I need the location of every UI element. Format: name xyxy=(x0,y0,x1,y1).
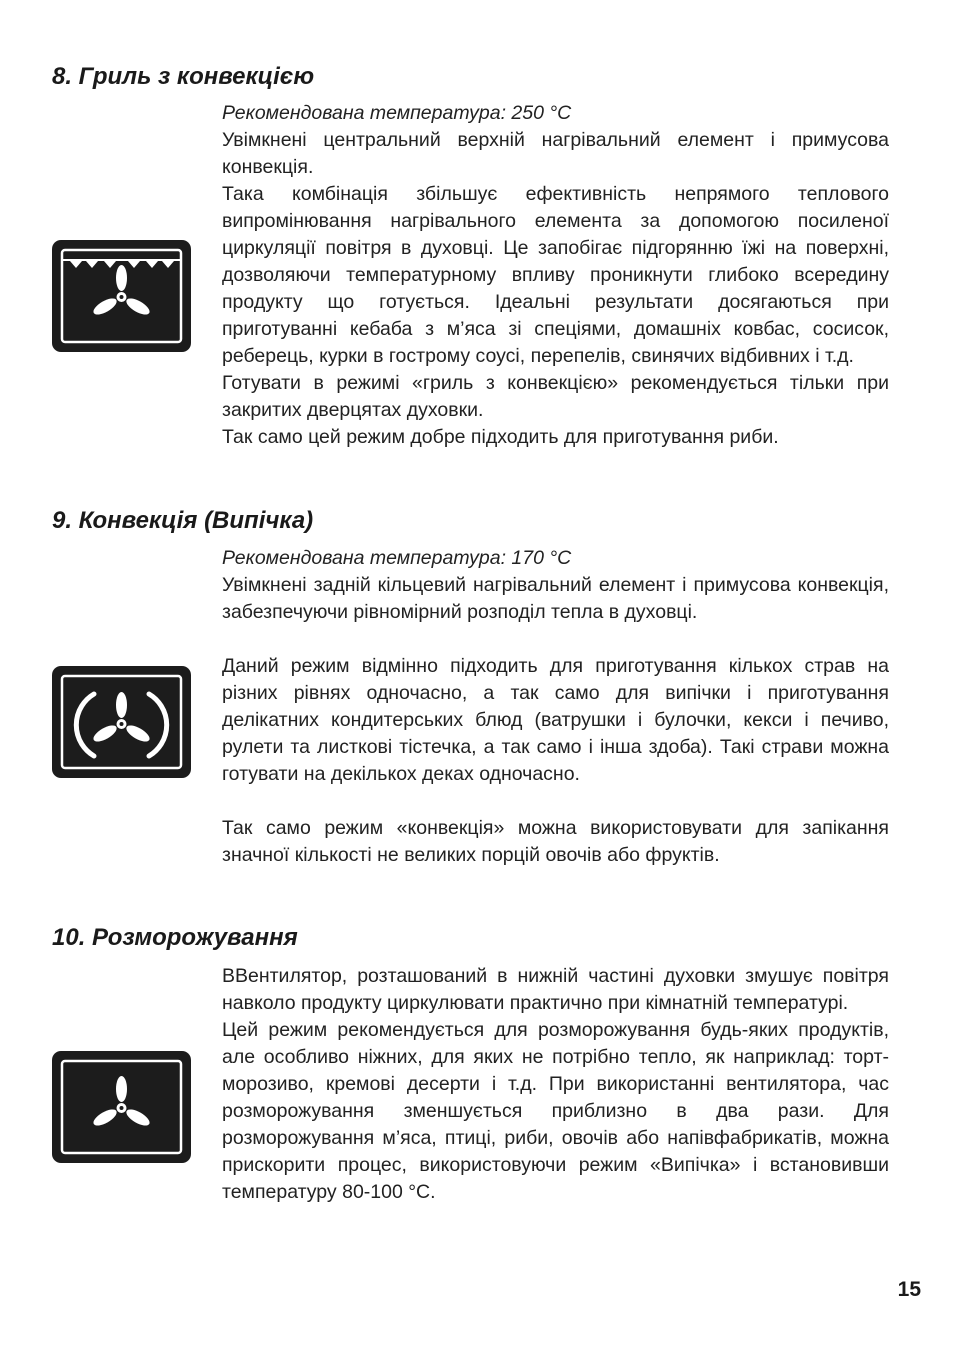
paragraph: Така комбінація збільшує ефективність непрямого теплового випромінювання нагрівального елемента за допомогою посиленої циркуляції повітря в духовці. Це запобігає підгорянню їжі на поверхні, дозволяючи температурному впливу проникнути глибоко всередину продукту що готується. Ідеальні результати досягаються при приготуванні кебаба з м’яса зі спеціями, домашніх ковбас, сосисок, реберець, курки в гострому соусі, перепелів, свинячих відбивних і т.д. xyxy=(222,183,889,367)
section-text-grill-convection xyxy=(222,100,889,451)
paragraph: Так само режим «конвекція» можна використовувати для запікання значної кількості не великих порцій овочів або фруктів. xyxy=(222,817,889,866)
section-text-convection-baking xyxy=(222,545,889,869)
paragraph: Увімкнені центральний верхній нагрівальний елемент і примусова конвекція. xyxy=(222,129,889,178)
fan-defrost-mode-icon xyxy=(52,1051,191,1163)
ring-heater-convection-mode-icon xyxy=(52,666,191,778)
page-number: 15 xyxy=(897,1278,921,1301)
section-title-defrost: 10. Розморожування xyxy=(52,924,298,951)
section-title-convection-baking: 9. Конвекція (Випічка) xyxy=(52,507,314,534)
paragraph: Так само цей режим добре підходить для приготування риби. xyxy=(222,426,779,448)
recommended-temperature: Рекомендована температура: 250 °C xyxy=(222,102,572,124)
paragraph: Увімкнені задній кільцевий нагрівальний елемент і примусова конвекція, забезпечуючи рівномірний розподіл тепла в духовці. xyxy=(222,574,889,623)
paragraph: Цей режим рекомендується для розморожування будь-яких продуктів, але особливо ніжних, для яких не потрібно тепло, як наприклад: торт-морозиво, кремові десерти і т.д. При використанні вентилятора, час розморожування зменшується приблизно в два рази. Для розморожування м’яса, птиці, риби, овочів або напівфабрикатів, можна прискорити процес, використовуючи режим «Випічка» і встановивши температуру 80-100 °С. xyxy=(222,1019,889,1203)
grill-convection-mode-icon xyxy=(52,240,191,352)
paragraph: ВВентилятор, розташований в нижній частині духовки змушує повітря навколо продукту циркулювати практично при кімнатній температурі. xyxy=(222,965,889,1014)
paragraph: Готувати в режимі «гриль з конвекцією» рекомендується тільки при закритих дверцятах духовки. xyxy=(222,372,889,421)
recommended-temperature: Рекомендована температура: 170 °C xyxy=(222,547,572,569)
paragraph: Даний режим відмінно підходить для приготування кількох страв на різних рівнях одночасно, а так само для випічки і приготування делікатних кондитерських блюд (ватрушки і булочки, кекси і печиво, рулети та листкові тістечка, а так само і інша здоба). Такі страви можна готувати на декількох деках одночасно. xyxy=(222,655,889,785)
section-text-defrost xyxy=(222,963,889,1206)
section-title-grill-convection: 8. Гриль з конвекцією xyxy=(52,63,315,90)
